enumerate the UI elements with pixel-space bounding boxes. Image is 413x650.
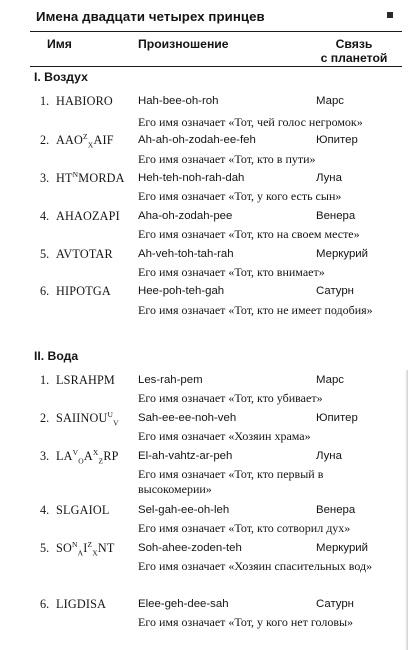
page-title: Имена двадцати четырех принцев xyxy=(36,9,265,24)
row-number: 5. xyxy=(40,541,50,555)
name-segment: X xyxy=(92,447,99,457)
meaning-text: Его имя означает «Тот, кто убивает» xyxy=(138,391,323,405)
prince-name xyxy=(56,447,119,466)
pronunciation: Les-rah-pem xyxy=(138,374,203,386)
row-number: 5. xyxy=(40,247,50,261)
planet: Сатурн xyxy=(316,285,354,297)
pronunciation: Sah-ee-ee-noh-veh xyxy=(138,412,237,424)
row-number: 3. xyxy=(40,171,50,185)
name-segment: N xyxy=(72,169,79,179)
name-segment: HT xyxy=(56,171,73,185)
section-heading-water: II. Вода xyxy=(34,349,79,363)
pronunciation: Hee-poh-teh-gah xyxy=(138,285,225,297)
pronunciation: Sel-gah-ee-oh-leh xyxy=(138,504,230,516)
planet: Венера xyxy=(316,504,356,516)
planet: Юпитер xyxy=(316,134,358,146)
pronunciation: Ah-ah-oh-zodah-ee-feh xyxy=(138,134,256,146)
pronunciation: Hah-bee-oh-roh xyxy=(138,95,219,107)
planet: Луна xyxy=(316,450,342,462)
meaning-text: Его имя означает «Тот, кто в пути» xyxy=(138,152,316,166)
name-segment: V xyxy=(72,447,79,457)
name-segment: SO xyxy=(56,541,72,555)
prince-name xyxy=(56,247,113,261)
name-segment: NT xyxy=(97,541,115,555)
prince-name xyxy=(56,94,113,108)
pronunciation: Aha-oh-zodah-pee xyxy=(138,210,233,222)
prince-name xyxy=(56,373,115,387)
planet: Марс xyxy=(316,95,344,107)
row-number: 4. xyxy=(40,503,50,517)
column-header-pronunciation: Произношение xyxy=(138,37,229,51)
row-number: 4. xyxy=(40,209,50,223)
name-segment: AIF xyxy=(93,133,114,147)
meaning-text: Его имя означает «Тот, у кого нет головы» xyxy=(138,615,354,629)
name-segment: A xyxy=(77,548,84,558)
name-segment: RP xyxy=(103,449,119,463)
row-number: 3. xyxy=(40,449,50,463)
prince-name xyxy=(56,539,115,558)
pronunciation: Elee-geh-dee-sah xyxy=(138,598,229,610)
column-header-name: Имя xyxy=(47,37,72,51)
pronunciation: El-ah-vahtz-ar-peh xyxy=(138,450,233,462)
meaning-text: Его имя означает «Тот, кто не имеет подобия» xyxy=(138,303,373,317)
name-segment: LSRAHPM xyxy=(56,373,115,387)
meaning-text: Его имя означает «Тот, кто сотворил дух» xyxy=(138,521,351,535)
planet: Венера xyxy=(316,210,356,222)
name-segment: SAIINOU xyxy=(56,411,108,425)
name-segment: N xyxy=(71,539,78,549)
name-segment: I xyxy=(83,541,88,555)
header-rule-top xyxy=(30,31,402,32)
name-segment: SLGAIOL xyxy=(56,503,110,517)
pronunciation: Heh-teh-noh-rah-dah xyxy=(138,172,245,184)
name-segment: O xyxy=(78,456,84,466)
name-segment: MORDA xyxy=(78,171,125,185)
row-number: 2. xyxy=(40,411,50,425)
column-header-planet-line1: Связь xyxy=(335,37,373,51)
meaning-text: Его имя означает «Тот, кто первый в высокомерии» xyxy=(138,467,324,496)
section-heading-air: I. Воздух xyxy=(34,70,88,84)
prince-name xyxy=(56,131,114,150)
pronunciation: Soh-ahee-zoden-teh xyxy=(138,542,242,554)
name-segment: Z xyxy=(87,539,93,549)
page-edge-shadow xyxy=(405,370,408,650)
name-segment: Z xyxy=(98,456,104,466)
row-number: 2. xyxy=(40,133,50,147)
header-rule-bottom xyxy=(30,66,402,67)
row-number: 1. xyxy=(40,373,50,387)
name-segment: LIGDISA xyxy=(56,597,107,611)
prince-name xyxy=(56,597,106,611)
prince-name xyxy=(56,409,119,428)
prince-name xyxy=(56,209,120,223)
name-segment: A xyxy=(83,449,93,463)
planet: Юпитер xyxy=(316,412,358,424)
name-segment: AHAOZAPI xyxy=(56,209,120,223)
prince-name xyxy=(56,503,110,517)
planet: Сатурн xyxy=(316,598,354,610)
name-segment: LA xyxy=(56,449,73,463)
meaning-text: Его имя означает «Тот, кто внимает» xyxy=(138,265,325,279)
meaning-text: Его имя означает «Тот, чей голос негромок» xyxy=(138,115,363,129)
prince-name xyxy=(56,171,125,185)
name-segment: X xyxy=(87,140,94,150)
name-segment: V xyxy=(113,418,119,428)
name-segment: AVTOTAR xyxy=(56,247,113,261)
meaning-text: Его имя означает «Хозяин спасительных вод» xyxy=(138,559,373,573)
meaning-text: Его имя означает «Тот, кто на своем месте» xyxy=(138,227,360,241)
corner-mark xyxy=(387,12,393,18)
name-segment: HABIORO xyxy=(56,94,113,108)
planet: Луна xyxy=(316,172,342,184)
planet: Меркурий xyxy=(316,248,369,260)
meaning-text: Его имя означает «Тот, у кого есть сын» xyxy=(138,189,342,203)
row-number: 6. xyxy=(40,597,50,611)
name-segment: HIPOTGA xyxy=(56,284,111,298)
name-segment: X xyxy=(92,548,98,558)
row-number: 6. xyxy=(40,284,50,298)
prince-name xyxy=(56,284,111,298)
planet: Меркурий xyxy=(316,542,369,554)
pronunciation: Ah-veh-toh-tah-rah xyxy=(138,248,234,260)
meaning-text: Его имя означает «Хозяин храма» xyxy=(138,429,311,443)
planet: Марс xyxy=(316,374,344,386)
row-number: 1. xyxy=(40,94,50,108)
name-segment: Z xyxy=(83,131,88,141)
name-segment: U xyxy=(107,409,114,419)
column-header-planet-line2: с планетой xyxy=(320,51,388,65)
name-segment: AAO xyxy=(56,133,84,147)
column-header-planet xyxy=(318,37,390,65)
